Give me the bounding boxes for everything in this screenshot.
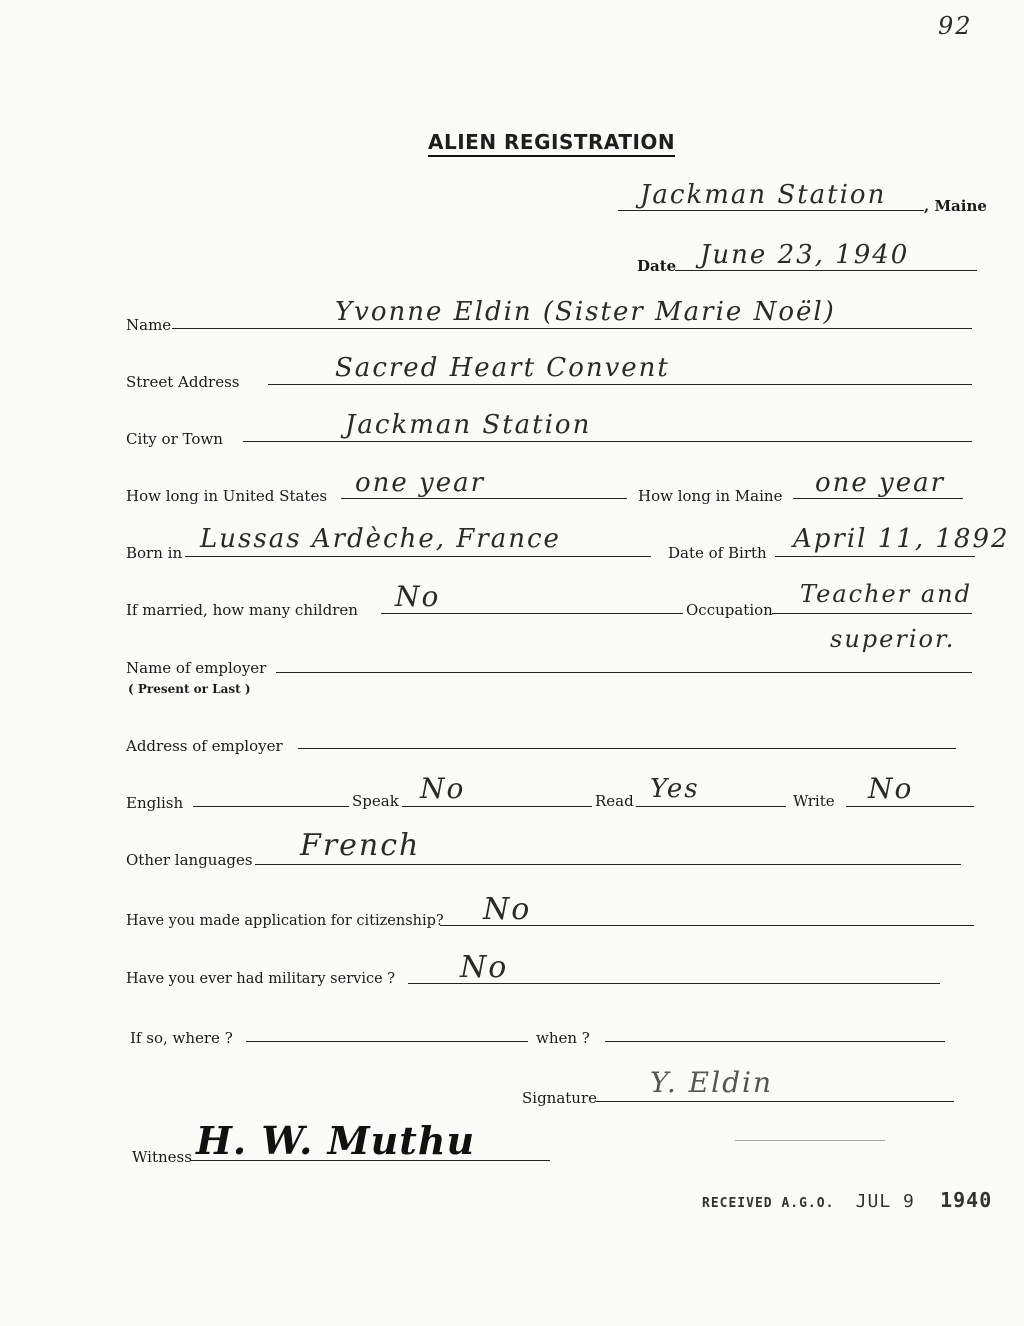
occupation-line [772,613,972,614]
form-title: ALIEN REGISTRATION [428,130,675,157]
stamp-month-day: JUL 9 [855,1191,915,1212]
how-long-us-label: How long in United States [126,487,328,505]
date-of-birth-value: April 11, 1892 [793,524,1010,554]
name-value: Yvonne Eldin (Sister Marie Noël) [335,297,836,327]
where-label: If so, where ? [130,1029,233,1047]
stamp-year: 1940 [940,1188,993,1212]
military-line [408,983,940,984]
witness-line [190,1160,550,1161]
occupation-label: Occupation [686,601,773,619]
witness-value: H. W. Muthu [196,1118,476,1163]
where-line [246,1041,528,1042]
name-line [172,328,972,329]
military-value: No [460,950,509,985]
street-address-value: Sacred Heart Convent [335,353,670,383]
how-long-maine-value: one year [815,468,946,498]
children-line [381,613,683,614]
employer-name-sublabel: ( Present or Last ) [128,682,251,696]
city-label: City or Town [126,430,223,448]
write-line [846,806,974,807]
read-value: Yes [650,774,700,804]
citizenship-label: Have you made application for citizenship? [126,913,444,929]
signature-line [596,1101,954,1102]
page-number: 92 [938,12,973,40]
occupation-value-1: Teacher and [800,580,972,608]
speak-line [402,806,592,807]
signature-underline-faint [735,1140,885,1141]
children-value: No [395,580,441,613]
citizenship-value: No [483,892,532,927]
employer-name-label: Name of employer [126,659,267,677]
how-long-us-line [341,498,627,499]
born-in-label: Born in [126,544,183,562]
speak-value: No [420,772,466,805]
location-value: Jackman Station [640,180,887,210]
signature-value: Y. Eldin [650,1066,773,1099]
write-value: No [868,772,914,805]
city-line [243,441,972,442]
date-of-birth-line [775,556,975,557]
stamp-received: RECEIVED A.G.O. [702,1196,835,1211]
how-long-us-value: one year [355,468,486,498]
when-label: when ? [536,1029,590,1047]
other-languages-label: Other languages [126,851,253,869]
street-address-label: Street Address [126,373,240,391]
location-suffix: , Maine [924,197,987,215]
english-line [193,806,349,807]
write-label: Write [793,792,835,810]
how-long-maine-label: How long in Maine [638,487,783,505]
children-label: If married, how many children [126,601,358,619]
name-label: Name [126,316,172,334]
date-value: June 23, 1940 [700,240,910,270]
date-line [675,270,977,271]
location-line [618,210,924,211]
citizenship-line [440,925,974,926]
english-label: English [126,794,184,812]
speak-label: Speak [352,792,399,810]
employer-address-line [298,748,956,749]
how-long-maine-line [793,498,963,499]
other-languages-value: French [300,828,421,863]
read-label: Read [595,792,634,810]
when-line [605,1041,945,1042]
signature-label: Signature [522,1089,598,1107]
received-stamp [702,1188,992,1212]
military-label: Have you ever had military service ? [126,971,396,987]
other-languages-line [255,864,961,865]
born-in-line [185,556,651,557]
date-of-birth-label: Date of Birth [668,544,767,562]
street-address-line [268,384,972,385]
born-in-value: Lussas Ardèche, France [200,524,561,554]
witness-label: Witness [132,1148,192,1166]
occupation-value-2: superior. [830,625,956,653]
date-label: Date [637,257,677,275]
employer-address-label: Address of employer [126,737,283,755]
read-line [636,806,786,807]
city-value: Jackman Station [345,410,592,440]
employer-name-line [276,672,972,673]
